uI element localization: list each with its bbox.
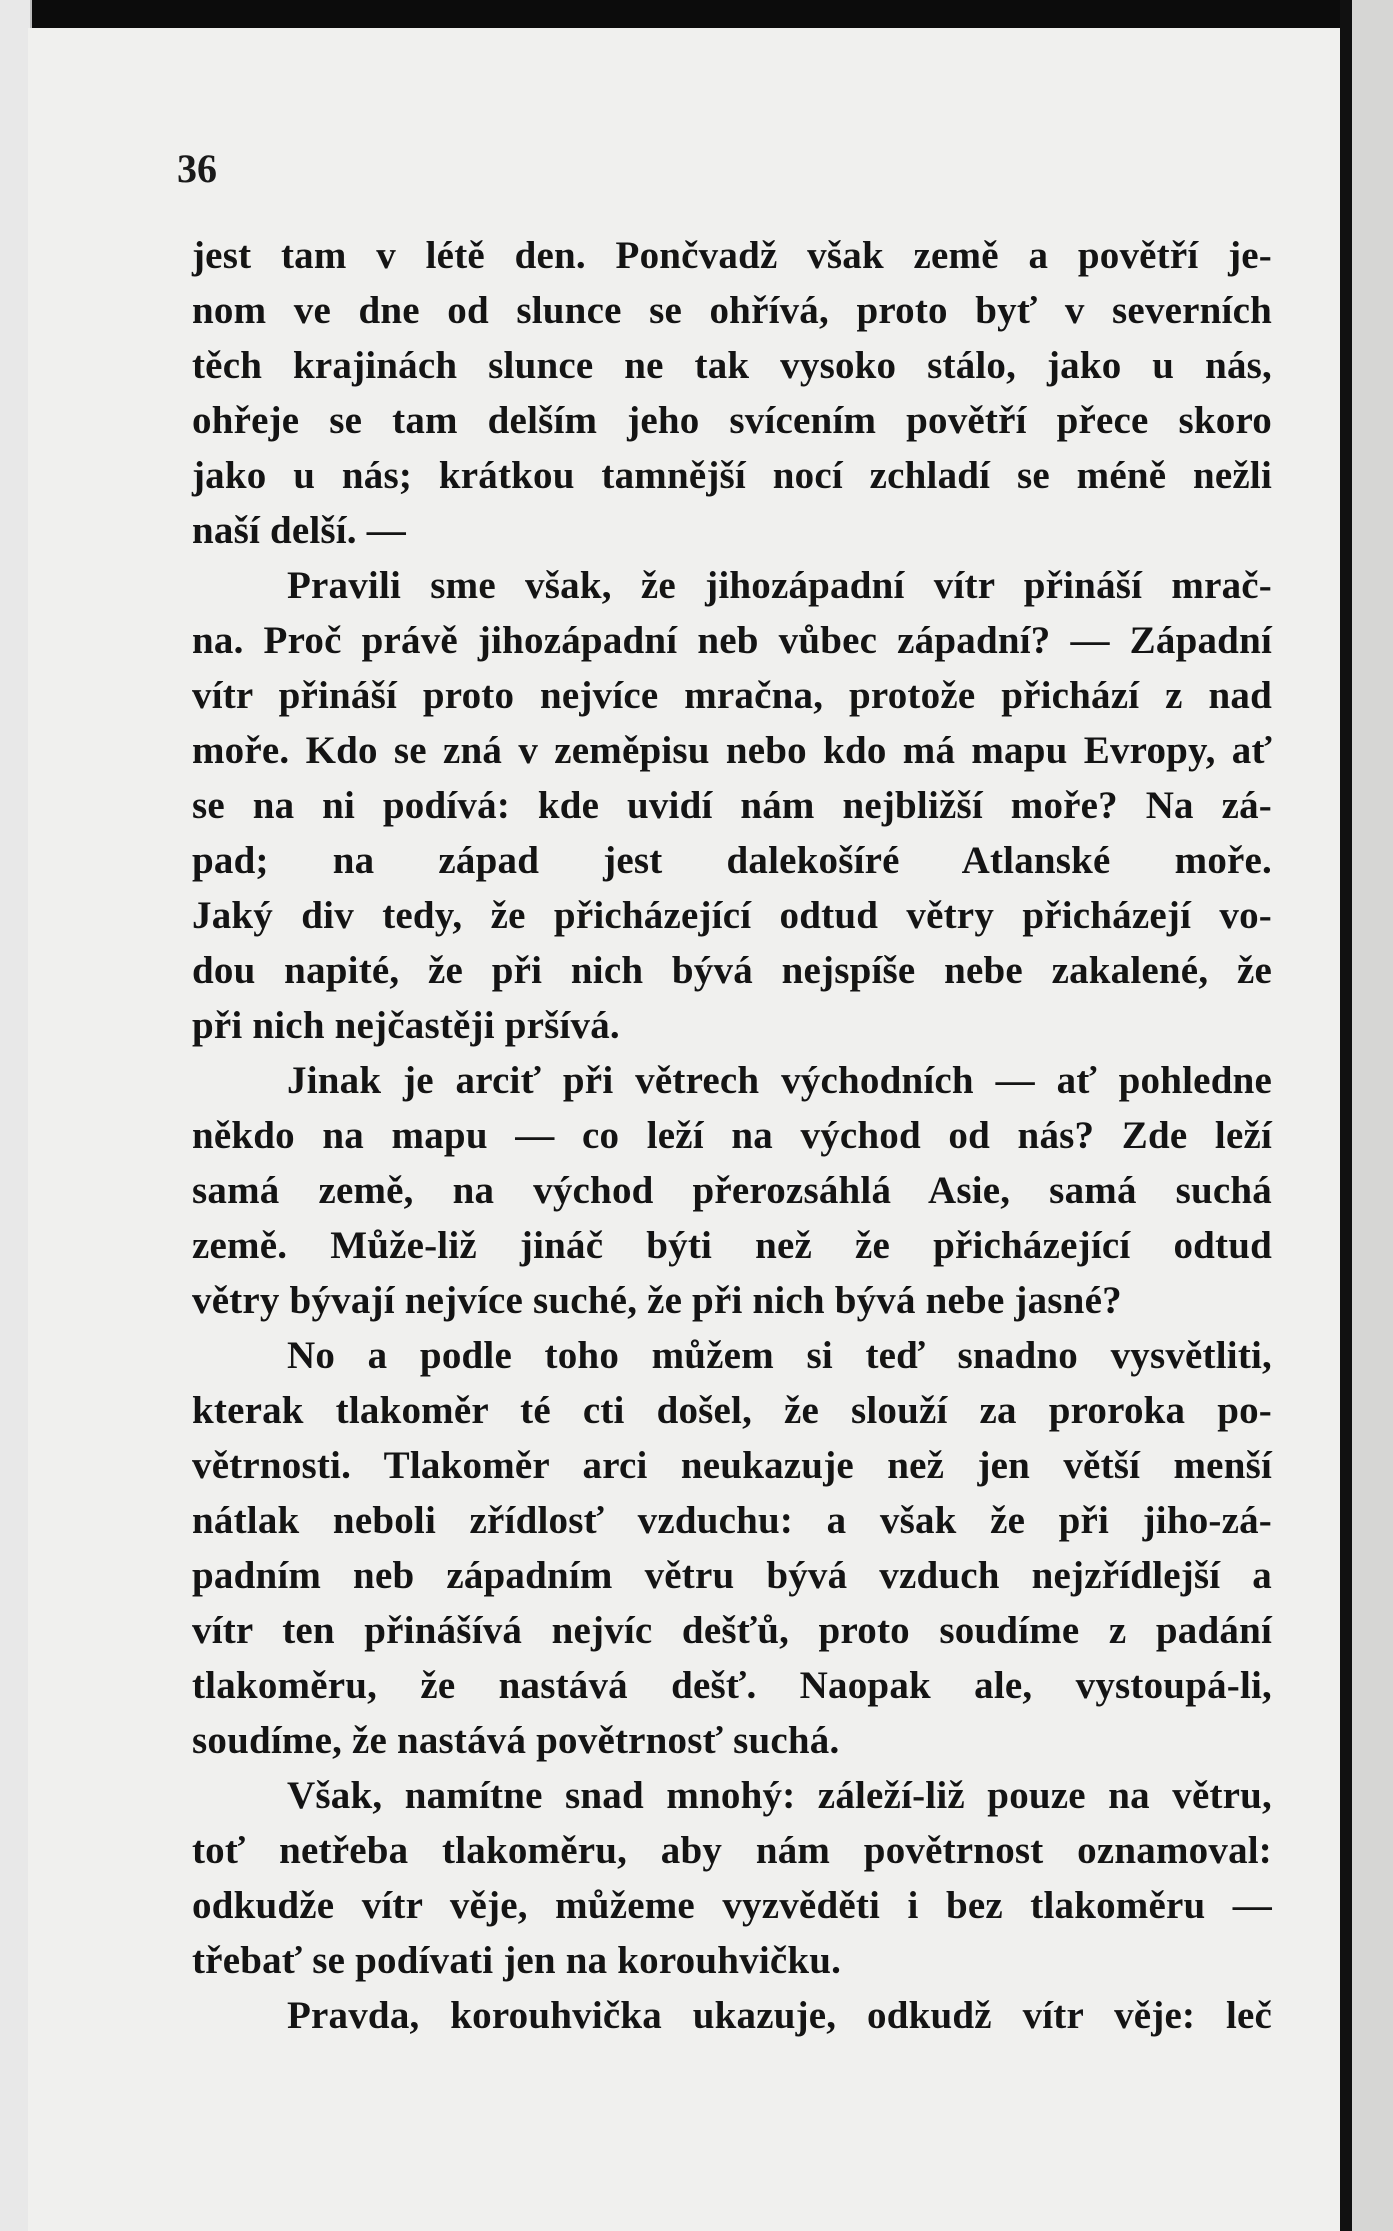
text-line: pad; na západ jest dalekošíré Atlanské moře. xyxy=(192,839,1272,882)
text-line: kterak tlakoměr té cti došel, že slouží za proroka po- xyxy=(192,1389,1272,1432)
text-line: někdo na mapu — co leží na východ od nás? Zde leží xyxy=(192,1114,1272,1157)
text-line: toť netřeba tlakoměru, aby nám povětrnost oznamoval: xyxy=(192,1829,1272,1872)
text-line: No a podle toho můžem si teď snadno vysvětliti, xyxy=(287,1334,1272,1377)
text-line: soudíme, že nastává povětrnosť suchá. xyxy=(192,1719,840,1762)
text-line: nátlak neboli zřídlosť vzduchu: a však že při jiho-zá- xyxy=(192,1499,1272,1542)
text-line: Však, namítne snad mnohý: záleží-liž pouze na větru, xyxy=(287,1774,1272,1817)
text-line: ohřeje se tam delším jeho svícením povětří přece skoro xyxy=(192,399,1272,442)
text-line: větrnosti. Tlakoměr arci neukazuje než jen větší menší xyxy=(192,1444,1272,1487)
scan-right-margin xyxy=(1352,0,1393,2231)
text-line: moře. Kdo se zná v zeměpisu nebo kdo má mapu Evropy, ať xyxy=(192,729,1272,772)
text-line: země. Může-liž jináč býti než že přicházející odtud xyxy=(192,1224,1272,1267)
text-line: padním neb západním větru bývá vzduch nejzřídlejší a xyxy=(192,1554,1272,1597)
text-line: samá země, na východ přerozsáhlá Asie, samá suchá xyxy=(192,1169,1272,1212)
text-line: dou napité, že při nich bývá nejspíše nebe zakalené, že xyxy=(192,949,1272,992)
text-line: vítr přináší proto nejvíce mračna, protože přichází z nad xyxy=(192,674,1272,717)
page-edge-shadow xyxy=(1340,0,1352,2231)
text-line: při nich nejčastěji pršívá. xyxy=(192,1004,620,1047)
text-line: tlakoměru, že nastává dešť. Naopak ale, vystoupá-li, xyxy=(192,1664,1272,1707)
text-line: Pravda, korouhvička ukazuje, odkudž vítr věje: leč xyxy=(287,1994,1272,2037)
page-number: 36 xyxy=(177,146,217,191)
text-line: Pravili sme však, že jihozápadní vítr přináší mrač- xyxy=(287,564,1272,607)
text-line: Jaký div tedy, že přicházející odtud větry přicházejí vo- xyxy=(192,894,1272,937)
text-line: těch krajinách slunce ne tak vysoko stálo, jako u nás, xyxy=(192,344,1272,387)
text-line: třebať se podívati jen na korouhvičku. xyxy=(192,1939,842,1982)
text-line: vítr ten přinášívá nejvíc dešťů, proto soudíme z padání xyxy=(192,1609,1272,1652)
text-line: větry bývají nejvíce suché, že při nich bývá nebe jasné? xyxy=(192,1279,1122,1322)
text-line: se na ni podívá: kde uvidí nám nejbližší moře? Na zá- xyxy=(192,784,1272,827)
text-line: na. Proč právě jihozápadní neb vůbec západní? — Západní xyxy=(192,619,1272,662)
text-line: jest tam v létě den. Pončvadž však země a povětří je- xyxy=(192,234,1272,277)
text-line: Jinak je arciť při větrech východních — ať pohledne xyxy=(287,1059,1272,1102)
text-line: odkudže vítr věje, můžeme vyzvěděti i bez tlakoměru — xyxy=(192,1884,1272,1927)
text-line: nom ve dne od slunce se ohřívá, proto byť v severních xyxy=(192,289,1272,332)
body-text xyxy=(192,228,1272,2043)
text-line: jako u nás; krátkou tamnější nocí zchladí se méně nežli xyxy=(192,454,1272,497)
text-line: naší delší. — xyxy=(192,509,406,552)
